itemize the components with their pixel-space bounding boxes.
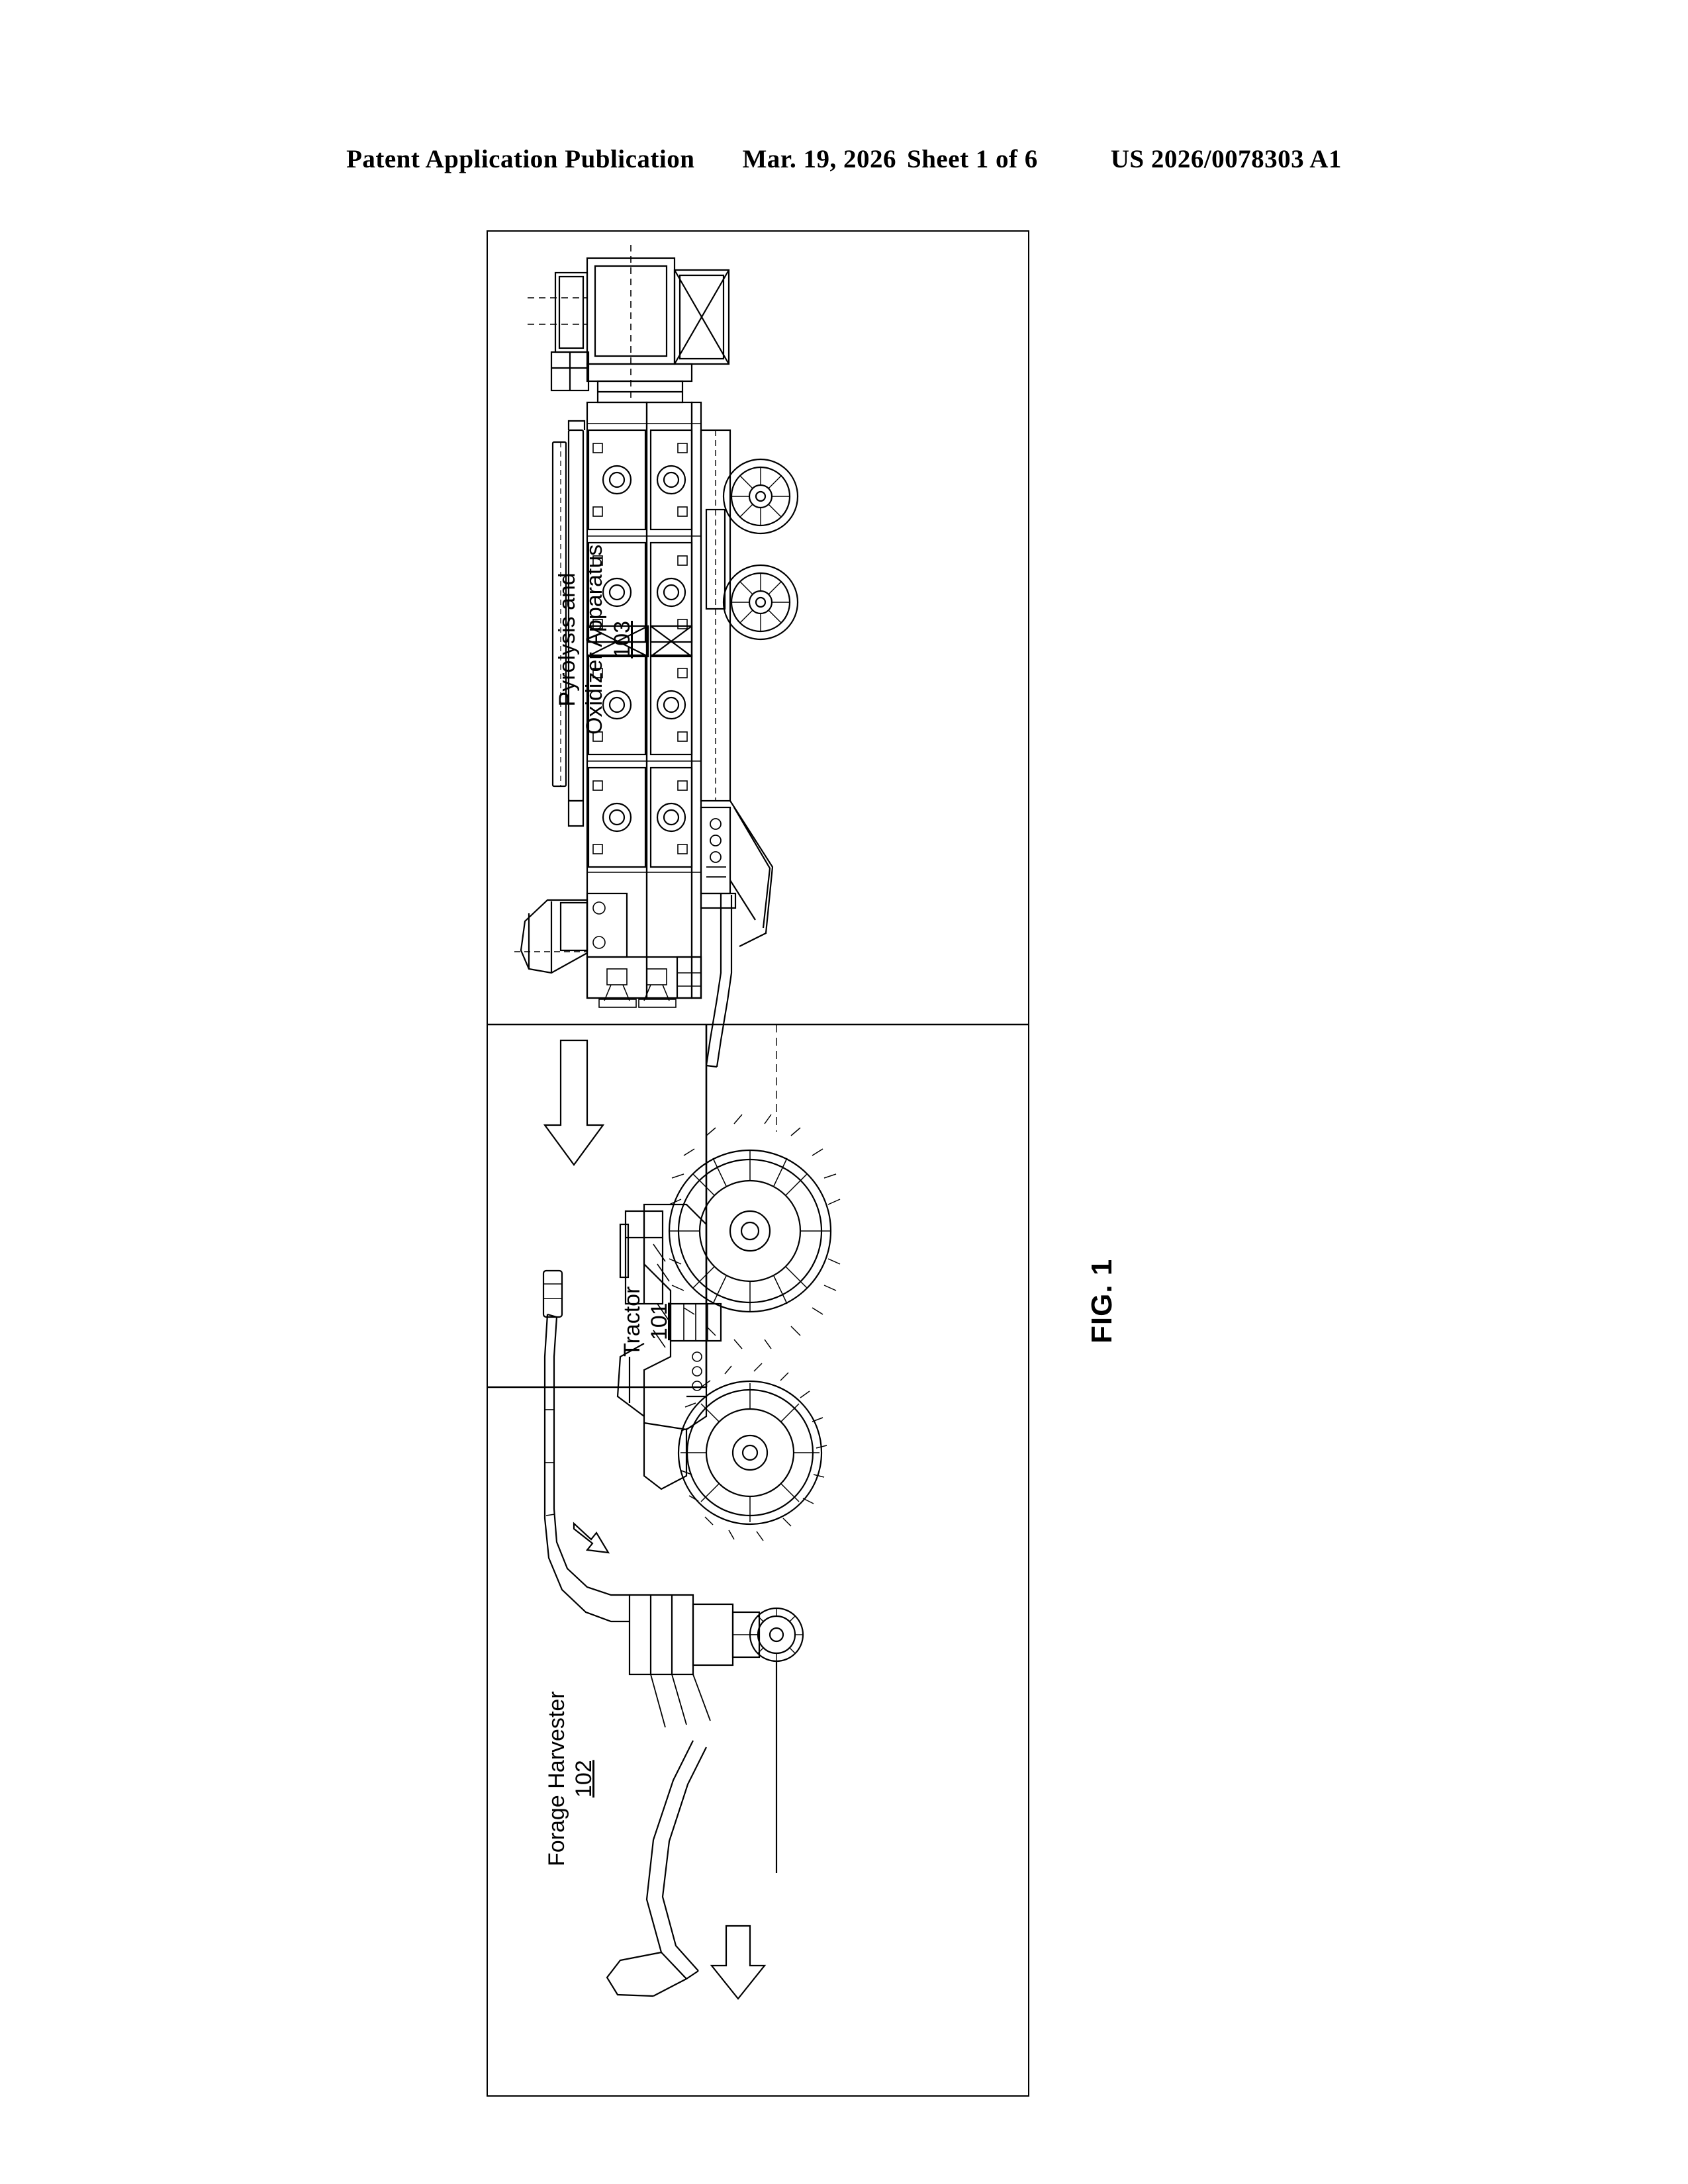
label-tractor-line1: Tractor [620, 1286, 645, 1357]
label-pyrolysis-line1: Pyrolysis and [555, 572, 580, 707]
label-pyrolysis-ref: 103 [609, 621, 635, 659]
figure-1 [0, 218, 1688, 2138]
header-date: Mar. 19, 2026 [742, 145, 896, 173]
label-tractor-ref: 101 [647, 1302, 673, 1341]
header-sheet: Sheet 1 of 6 [907, 145, 1038, 173]
label-harvester-ref: 102 [571, 1760, 597, 1798]
header-patent-number: US 2026/0078303 A1 [1110, 145, 1342, 173]
label-harvester-line1: Forage Harvester [544, 1691, 569, 1866]
label-forage-harvester [543, 1691, 598, 1866]
label-tractor [619, 1287, 674, 1357]
label-pyrolysis-line2: Oxidizer Apparatus [582, 544, 608, 735]
figure-caption: FIG. 1 [1086, 1258, 1118, 1343]
header-publication: Patent Application Publication [346, 145, 695, 173]
drawing-border [487, 230, 1029, 2097]
label-pyrolysis-oxidizer [554, 545, 636, 735]
page-header [0, 144, 1688, 174]
